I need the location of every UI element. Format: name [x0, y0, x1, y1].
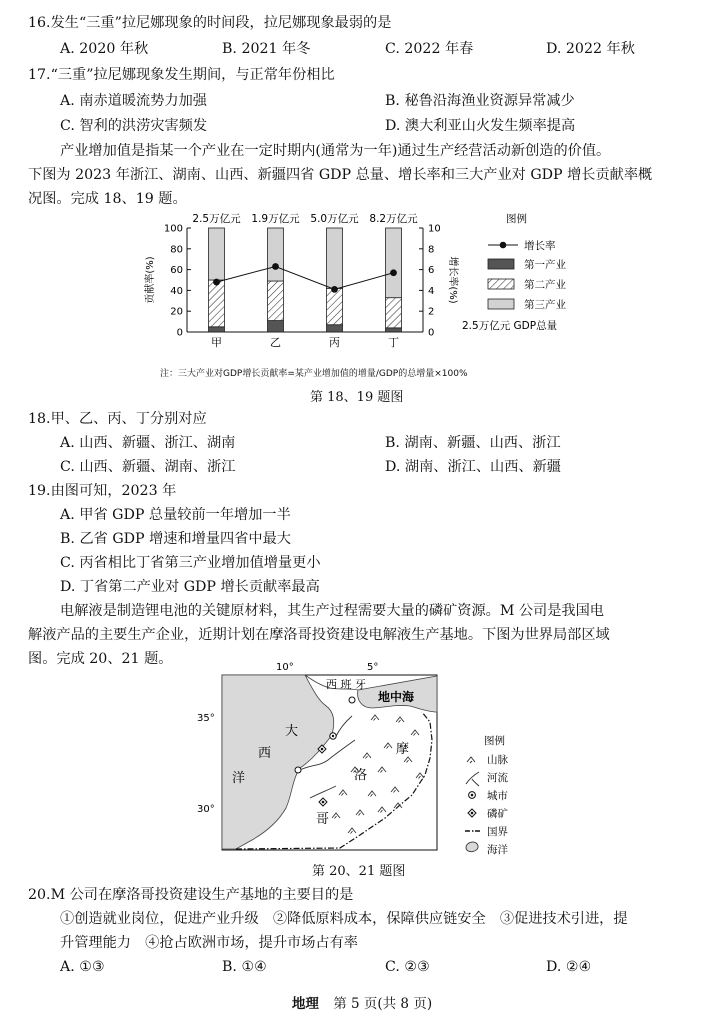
mountain-icon — [348, 828, 356, 834]
passage2-line3: 图。完成 20、21 题。 — [28, 651, 173, 667]
svg-text:国界: 国界 — [487, 826, 508, 838]
mountain-icon — [394, 803, 402, 809]
label-atlantic-3: 洋 — [232, 771, 246, 786]
q19-stem: 19.由图可知，2023 年 — [28, 483, 177, 499]
q20-option-a: A. ①③ — [60, 959, 105, 975]
legend-mountain-icon — [467, 757, 475, 763]
mountain-icon — [363, 753, 371, 759]
legend-series-label: 第一产业 — [524, 259, 566, 271]
category-label: 甲 — [211, 336, 222, 349]
left-tick-label: 60 — [170, 265, 183, 277]
mountain-icon — [368, 791, 376, 797]
mountain-icon — [404, 757, 412, 763]
q18-option-b: B. 湖南、新疆、山西、浙江 — [385, 435, 561, 451]
mountain-icon — [378, 807, 386, 813]
right-tick-label: 10 — [428, 223, 441, 235]
map-legend-title: 图例 — [484, 735, 505, 747]
category-label: 丁 — [388, 336, 399, 349]
label-mediterranean: 地中海 — [378, 690, 415, 704]
left-tick-label: 40 — [170, 285, 183, 297]
gdp-total-label: 1.9万亿元 — [251, 213, 300, 225]
q20-option-c: C. ②③ — [385, 959, 430, 975]
q17-option-d: D. 澳大利亚山火发生频率提高 — [385, 118, 576, 134]
q19-option-a: A. 甲省 GDP 总量较前一年增加一半 — [60, 507, 291, 523]
lat-35: 35° — [197, 713, 215, 724]
svg-text:河流: 河流 — [487, 772, 508, 784]
category-label: 乙 — [270, 336, 281, 349]
mountain-icon — [384, 743, 392, 749]
lat-30: 30° — [197, 804, 215, 815]
lon-5: 5° — [367, 662, 379, 673]
mountain-icon — [411, 730, 419, 736]
map-caption: 第 20、21 题图 — [312, 864, 406, 879]
mountain-icon — [378, 767, 386, 773]
q16-option-c: C. 2022 年春 — [385, 41, 474, 57]
chart-caption: 第 18、19 题图 — [310, 390, 404, 405]
q18-option-d: D. 湖南、浙江、山西、新疆 — [385, 459, 561, 475]
left-tick-label: 80 — [170, 244, 183, 256]
right-tick-label: 8 — [428, 244, 435, 256]
legend-growth-label: 增长率 — [524, 240, 556, 252]
label-morocco-2: 洛 — [354, 768, 368, 783]
passage1-line2: 下图为 2023 年浙江、湖南、山西、新疆四省 GDP 总量、增长率和三大产业对 GDP 增长贡献率概 — [28, 167, 653, 183]
footer-page: 第 5 页(共 8 页) — [333, 996, 433, 1012]
label-spain: 西 班 牙 — [326, 678, 366, 691]
right-tick-label: 2 — [428, 306, 435, 318]
mountain-icon — [339, 790, 347, 796]
svg-text:海洋: 海洋 — [487, 844, 508, 856]
q19-option-d: D. 丁省第二产业对 GDP 增长贡献率最高 — [60, 579, 320, 595]
lon-10: 10° — [276, 662, 294, 673]
left-tick-label: 100 — [163, 223, 183, 235]
q17-option-b: B. 秘鲁沿海渔业资源异常减少 — [385, 93, 575, 109]
mountain-icon — [356, 810, 364, 816]
left-tick-label: 20 — [170, 306, 183, 318]
passage2-line2: 解液产品的主要生产企业，近期计划在摩洛哥投资建设电解液生产基地。下图为世界局部区域 — [28, 627, 610, 643]
legend-title: 图例 — [506, 213, 527, 225]
q18-option-a: A. 山西、新疆、浙江、湖南 — [60, 435, 236, 451]
legend-series-label: 第二产业 — [524, 279, 566, 291]
passage2-line1: 电解液是制造锂电池的关键原材料，其生产过程需要大量的磷矿资源。M 公司是我国电 — [60, 603, 604, 619]
mountain-icon — [371, 715, 379, 721]
page-footer — [0, 992, 724, 1012]
footer-subject: 地理 — [291, 996, 319, 1012]
q16-option-d: D. 2022 年秋 — [546, 41, 635, 57]
gdp-total-label: 5.0万亿元 — [310, 213, 359, 225]
q16-option-b: B. 2021 年冬 — [222, 41, 311, 57]
label-morocco-3: 哥 — [316, 812, 330, 827]
q18-stem: 18.甲、乙、丙、丁分别对应 — [28, 411, 207, 427]
q17-option-a: A. 南赤道暖流势力加强 — [60, 93, 207, 109]
q18-option-c: C. 山西、新疆、湖南、浙江 — [60, 459, 236, 475]
legend-river-icon — [466, 772, 479, 786]
q20-choice-line1: ①创造就业岗位，促进产业升级 ②降低原料成本，保障供应链安全 ③促进技术引进，提 — [60, 911, 628, 927]
mountain-icon — [396, 717, 404, 723]
category-label: 丙 — [329, 336, 340, 349]
q17-option-c: C. 智利的洪涝灾害频发 — [60, 118, 208, 134]
passage1-line1: 产业增加值是指某一个产业在一定时期内(通常为一年)通过生产经营活动新创造的价值。 — [60, 143, 611, 159]
mountain-icon — [332, 813, 340, 819]
q19-option-c: C. 丙省相比丁省第三产业增加值增量更小 — [60, 555, 321, 571]
svg-text:城市: 城市 — [487, 790, 508, 802]
svg-text:磷矿: 磷矿 — [487, 808, 508, 820]
q16-stem: 16.发生“三重”拉尼娜现象的时间段，拉尼娜现象最弱的是 — [28, 15, 392, 31]
q20-option-d: D. ②④ — [546, 959, 592, 975]
q20-option-b: B. ①④ — [222, 959, 267, 975]
label-atlantic-2: 西 — [258, 746, 272, 761]
gdp-total-label: 8.2万亿元 — [369, 213, 418, 225]
q20-stem: 20.M 公司在摩洛哥投资建设生产基地的主要目的是 — [28, 887, 354, 903]
right-axis-title: 增长率(%) — [447, 256, 458, 304]
right-tick-label: 0 — [428, 327, 435, 339]
legend-series-label: 第三产业 — [524, 299, 566, 311]
label-morocco-1: 摩 — [396, 742, 410, 757]
svg-text:山脉: 山脉 — [487, 754, 508, 766]
q20-choice-line2: 升管理能力 ④抢占欧洲市场，提升市场占有率 — [60, 935, 358, 951]
left-tick-label: 0 — [176, 327, 183, 339]
mountain-icon — [391, 787, 399, 793]
right-tick-label: 4 — [428, 285, 435, 297]
chart-note: 注：三大产业对GDP增长贡献率=某产业增加值的增量/GDP的总增量×100% — [160, 369, 468, 379]
passage1-line3: 况图。完成 18、19 题。 — [28, 191, 187, 207]
right-tick-label: 6 — [428, 265, 435, 277]
q16-option-a: A. 2020 年秋 — [60, 41, 149, 57]
legend-ocean-icon — [466, 842, 478, 852]
label-atlantic-1: 大 — [285, 724, 299, 739]
q17-stem: 17.“三重”拉尼娜现象发生期间，与正常年份相比 — [28, 67, 335, 83]
gdp-total-label: 2.5万亿元 — [192, 213, 241, 225]
mountain-icon — [416, 773, 424, 779]
q19-option-b: B. 乙省 GDP 增速和增量四省中最大 — [60, 531, 291, 547]
legend-gdp-label: 2.5万亿元 GDP总量 — [462, 320, 558, 332]
left-axis-title: 贡献率(%) — [145, 256, 156, 304]
